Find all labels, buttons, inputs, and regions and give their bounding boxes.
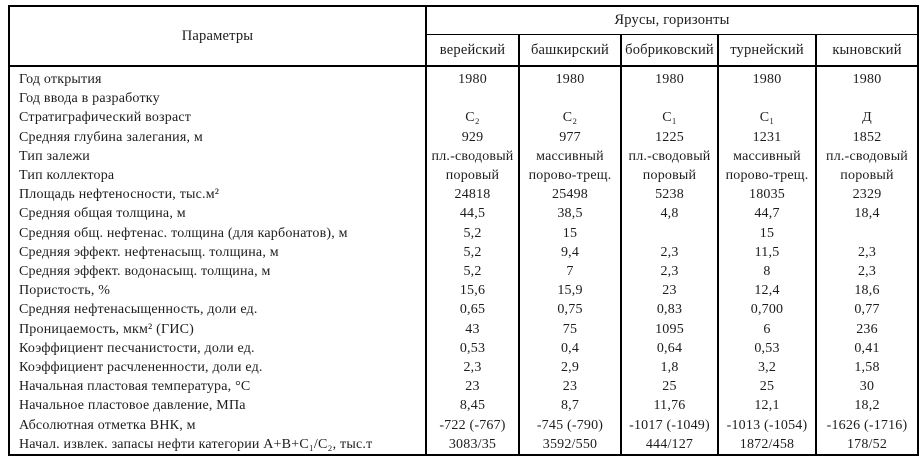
value-cell: С₂ <box>426 108 519 127</box>
table-row <box>9 358 918 377</box>
value-cell: 929 <box>426 128 519 147</box>
value-cell: 1980 <box>718 66 816 89</box>
value-cell: 15 <box>718 224 816 243</box>
value-cell: 25 <box>718 377 816 396</box>
value-cell: 44,7 <box>718 204 816 223</box>
value-cell: 38,5 <box>519 204 621 223</box>
value-cell: 444/127 <box>621 435 718 455</box>
value-cell: 15,9 <box>519 281 621 300</box>
table-row <box>9 224 918 243</box>
table-body <box>9 66 918 455</box>
table-row <box>9 300 918 319</box>
value-cell: порово-трещ. <box>519 166 621 185</box>
value-cell: -722 (-767) <box>426 416 519 435</box>
param-label: Начальная пластовая температура, °С <box>19 379 251 395</box>
value-cell: порово-трещ. <box>718 166 816 185</box>
value-cell: 18035 <box>718 185 816 204</box>
value-cell: 2,3 <box>426 358 519 377</box>
table-row <box>9 435 918 455</box>
value-cell <box>426 89 519 108</box>
table-row <box>9 262 918 281</box>
value-cell: 2,3 <box>816 262 918 281</box>
value-cell: пл.-сводовый <box>816 147 918 166</box>
value-cell: 30 <box>816 377 918 396</box>
value-cell: 3,2 <box>718 358 816 377</box>
value-cell: 23 <box>519 377 621 396</box>
value-cell: 2329 <box>816 185 918 204</box>
horizons-group-header-cell: Ярусы, горизонты <box>426 6 918 35</box>
param-label: Средняя эффект. нефтенасыщ. толщина, м <box>19 244 279 260</box>
value-cell: 5,2 <box>426 224 519 243</box>
value-cell: 12,1 <box>718 396 816 415</box>
value-cell <box>621 89 718 108</box>
value-cell <box>718 89 816 108</box>
param-label: Средняя общая толщина, м <box>19 206 186 222</box>
value-cell: Д <box>816 108 918 127</box>
value-cell: 15,6 <box>426 281 519 300</box>
value-cell: 178/52 <box>816 435 918 455</box>
value-cell: 1225 <box>621 128 718 147</box>
value-cell: 9,4 <box>519 243 621 262</box>
table-row <box>9 147 918 166</box>
column-header-kynovskiy: кыновский <box>816 35 918 67</box>
table-row <box>9 204 918 223</box>
value-cell: 23 <box>621 281 718 300</box>
value-cell: массивный <box>718 147 816 166</box>
value-cell: 0,4 <box>519 339 621 358</box>
value-cell: 0,41 <box>816 339 918 358</box>
column-header-bashkirskiy: башкирский <box>519 35 621 67</box>
value-cell: 15 <box>519 224 621 243</box>
table-row <box>9 243 918 262</box>
table-row <box>9 185 918 204</box>
column-header-turneyskiy: турнейский <box>718 35 816 67</box>
value-cell <box>816 89 918 108</box>
value-cell: 75 <box>519 320 621 339</box>
value-cell: пл.-сводовый <box>621 147 718 166</box>
value-cell: 43 <box>426 320 519 339</box>
value-cell: 6 <box>718 320 816 339</box>
param-label: Средняя глубина залегания, м <box>19 129 203 145</box>
param-label: Площадь нефтеносности, тыс.м² <box>19 187 220 203</box>
value-cell: 24818 <box>426 185 519 204</box>
value-cell: С₁ <box>718 108 816 127</box>
value-cell <box>519 89 621 108</box>
param-label: Коэффициент расчлененности, доли ед. <box>19 360 263 376</box>
table-row <box>9 281 918 300</box>
value-cell: 977 <box>519 128 621 147</box>
value-cell: 23 <box>426 377 519 396</box>
value-cell: 0,77 <box>816 300 918 319</box>
param-label: Коэффициент песчанистости, доли ед. <box>19 340 255 356</box>
value-cell: 8 <box>718 262 816 281</box>
value-cell: 0,53 <box>718 339 816 358</box>
value-cell: 1872/458 <box>718 435 816 455</box>
value-cell: -1017 (-1049) <box>621 416 718 435</box>
value-cell: С₂ <box>519 108 621 127</box>
param-label: Пористость, % <box>19 283 111 299</box>
value-cell: 0,75 <box>519 300 621 319</box>
param-label: Начальное пластовое давление, МПа <box>19 398 246 414</box>
param-label: Тип коллектора <box>19 168 115 184</box>
value-cell: пл.-сводовый <box>426 147 519 166</box>
value-cell: 2,9 <box>519 358 621 377</box>
value-cell: 1980 <box>426 66 519 89</box>
table-row <box>9 108 918 127</box>
value-cell: 12,4 <box>718 281 816 300</box>
value-cell <box>621 224 718 243</box>
param-label: Проницаемость, мкм² (ГИС) <box>19 321 195 337</box>
value-cell: 25498 <box>519 185 621 204</box>
table-row <box>9 89 918 108</box>
value-cell: 1,58 <box>816 358 918 377</box>
value-cell: поровый <box>816 166 918 185</box>
value-cell: 1980 <box>519 66 621 89</box>
table-row <box>9 416 918 435</box>
table-row <box>9 339 918 358</box>
value-cell: 0,53 <box>426 339 519 358</box>
value-cell: 0,65 <box>426 300 519 319</box>
value-cell: 3083/35 <box>426 435 519 455</box>
value-cell: 11,76 <box>621 396 718 415</box>
value-cell: поровый <box>426 166 519 185</box>
value-cell: -1013 (-1054) <box>718 416 816 435</box>
parameters-table <box>8 5 919 456</box>
column-header-vereyskiy: верейский <box>426 35 519 67</box>
value-cell: С₁ <box>621 108 718 127</box>
param-label: Стратиграфический возраст <box>19 110 192 126</box>
table-row <box>9 128 918 147</box>
param-label: Средняя эффект. водонасыщ. толщина, м <box>19 264 271 280</box>
param-label: Средняя нефтенасыщенность, доли ед. <box>19 302 258 318</box>
value-cell: 1231 <box>718 128 816 147</box>
value-cell: 11,5 <box>718 243 816 262</box>
value-cell: 5238 <box>621 185 718 204</box>
value-cell: 1095 <box>621 320 718 339</box>
value-cell: поровый <box>621 166 718 185</box>
value-cell <box>816 224 918 243</box>
value-cell: -745 (-790) <box>519 416 621 435</box>
value-cell: 8,7 <box>519 396 621 415</box>
parameters-header-cell: Параметры <box>9 6 426 66</box>
column-header-bobrikovskiy: бобриковский <box>621 35 718 67</box>
value-cell: 2,3 <box>621 243 718 262</box>
table-row <box>9 396 918 415</box>
value-cell: 5,2 <box>426 243 519 262</box>
param-label: Год открытия <box>19 72 102 87</box>
group-header-row <box>9 6 918 35</box>
param-label: Начал. извлек. запасы нефти категории А+В+С₁/С₂, тыс.т <box>19 436 373 452</box>
table-row <box>9 166 918 185</box>
value-cell: 1,8 <box>621 358 718 377</box>
table-row <box>9 66 918 89</box>
table-row <box>9 320 918 339</box>
value-cell: 0,700 <box>718 300 816 319</box>
value-cell: 0,83 <box>621 300 718 319</box>
value-cell: 236 <box>816 320 918 339</box>
param-label: Абсолютная отметка ВНК, м <box>19 417 196 433</box>
table-row <box>9 377 918 396</box>
param-label: Год ввода в разработку <box>19 91 160 107</box>
value-cell: массивный <box>519 147 621 166</box>
value-cell: 18,6 <box>816 281 918 300</box>
value-cell: 4,8 <box>621 204 718 223</box>
value-cell: 7 <box>519 262 621 281</box>
value-cell: 8,45 <box>426 396 519 415</box>
value-cell: 1980 <box>816 66 918 89</box>
param-label: Тип залежи <box>19 148 90 164</box>
value-cell: 1852 <box>816 128 918 147</box>
value-cell: 3592/550 <box>519 435 621 455</box>
value-cell: 1980 <box>621 66 718 89</box>
value-cell: 18,4 <box>816 204 918 223</box>
value-cell: 0,64 <box>621 339 718 358</box>
param-label: Средняя общ. нефтенас. толщина (для карбонатов), м <box>19 225 348 241</box>
value-cell: 25 <box>621 377 718 396</box>
table-header <box>9 6 918 66</box>
value-cell: 2,3 <box>816 243 918 262</box>
value-cell: -1626 (-1716) <box>816 416 918 435</box>
value-cell: 5,2 <box>426 262 519 281</box>
value-cell: 44,5 <box>426 204 519 223</box>
value-cell: 18,2 <box>816 396 918 415</box>
value-cell: 2,3 <box>621 262 718 281</box>
